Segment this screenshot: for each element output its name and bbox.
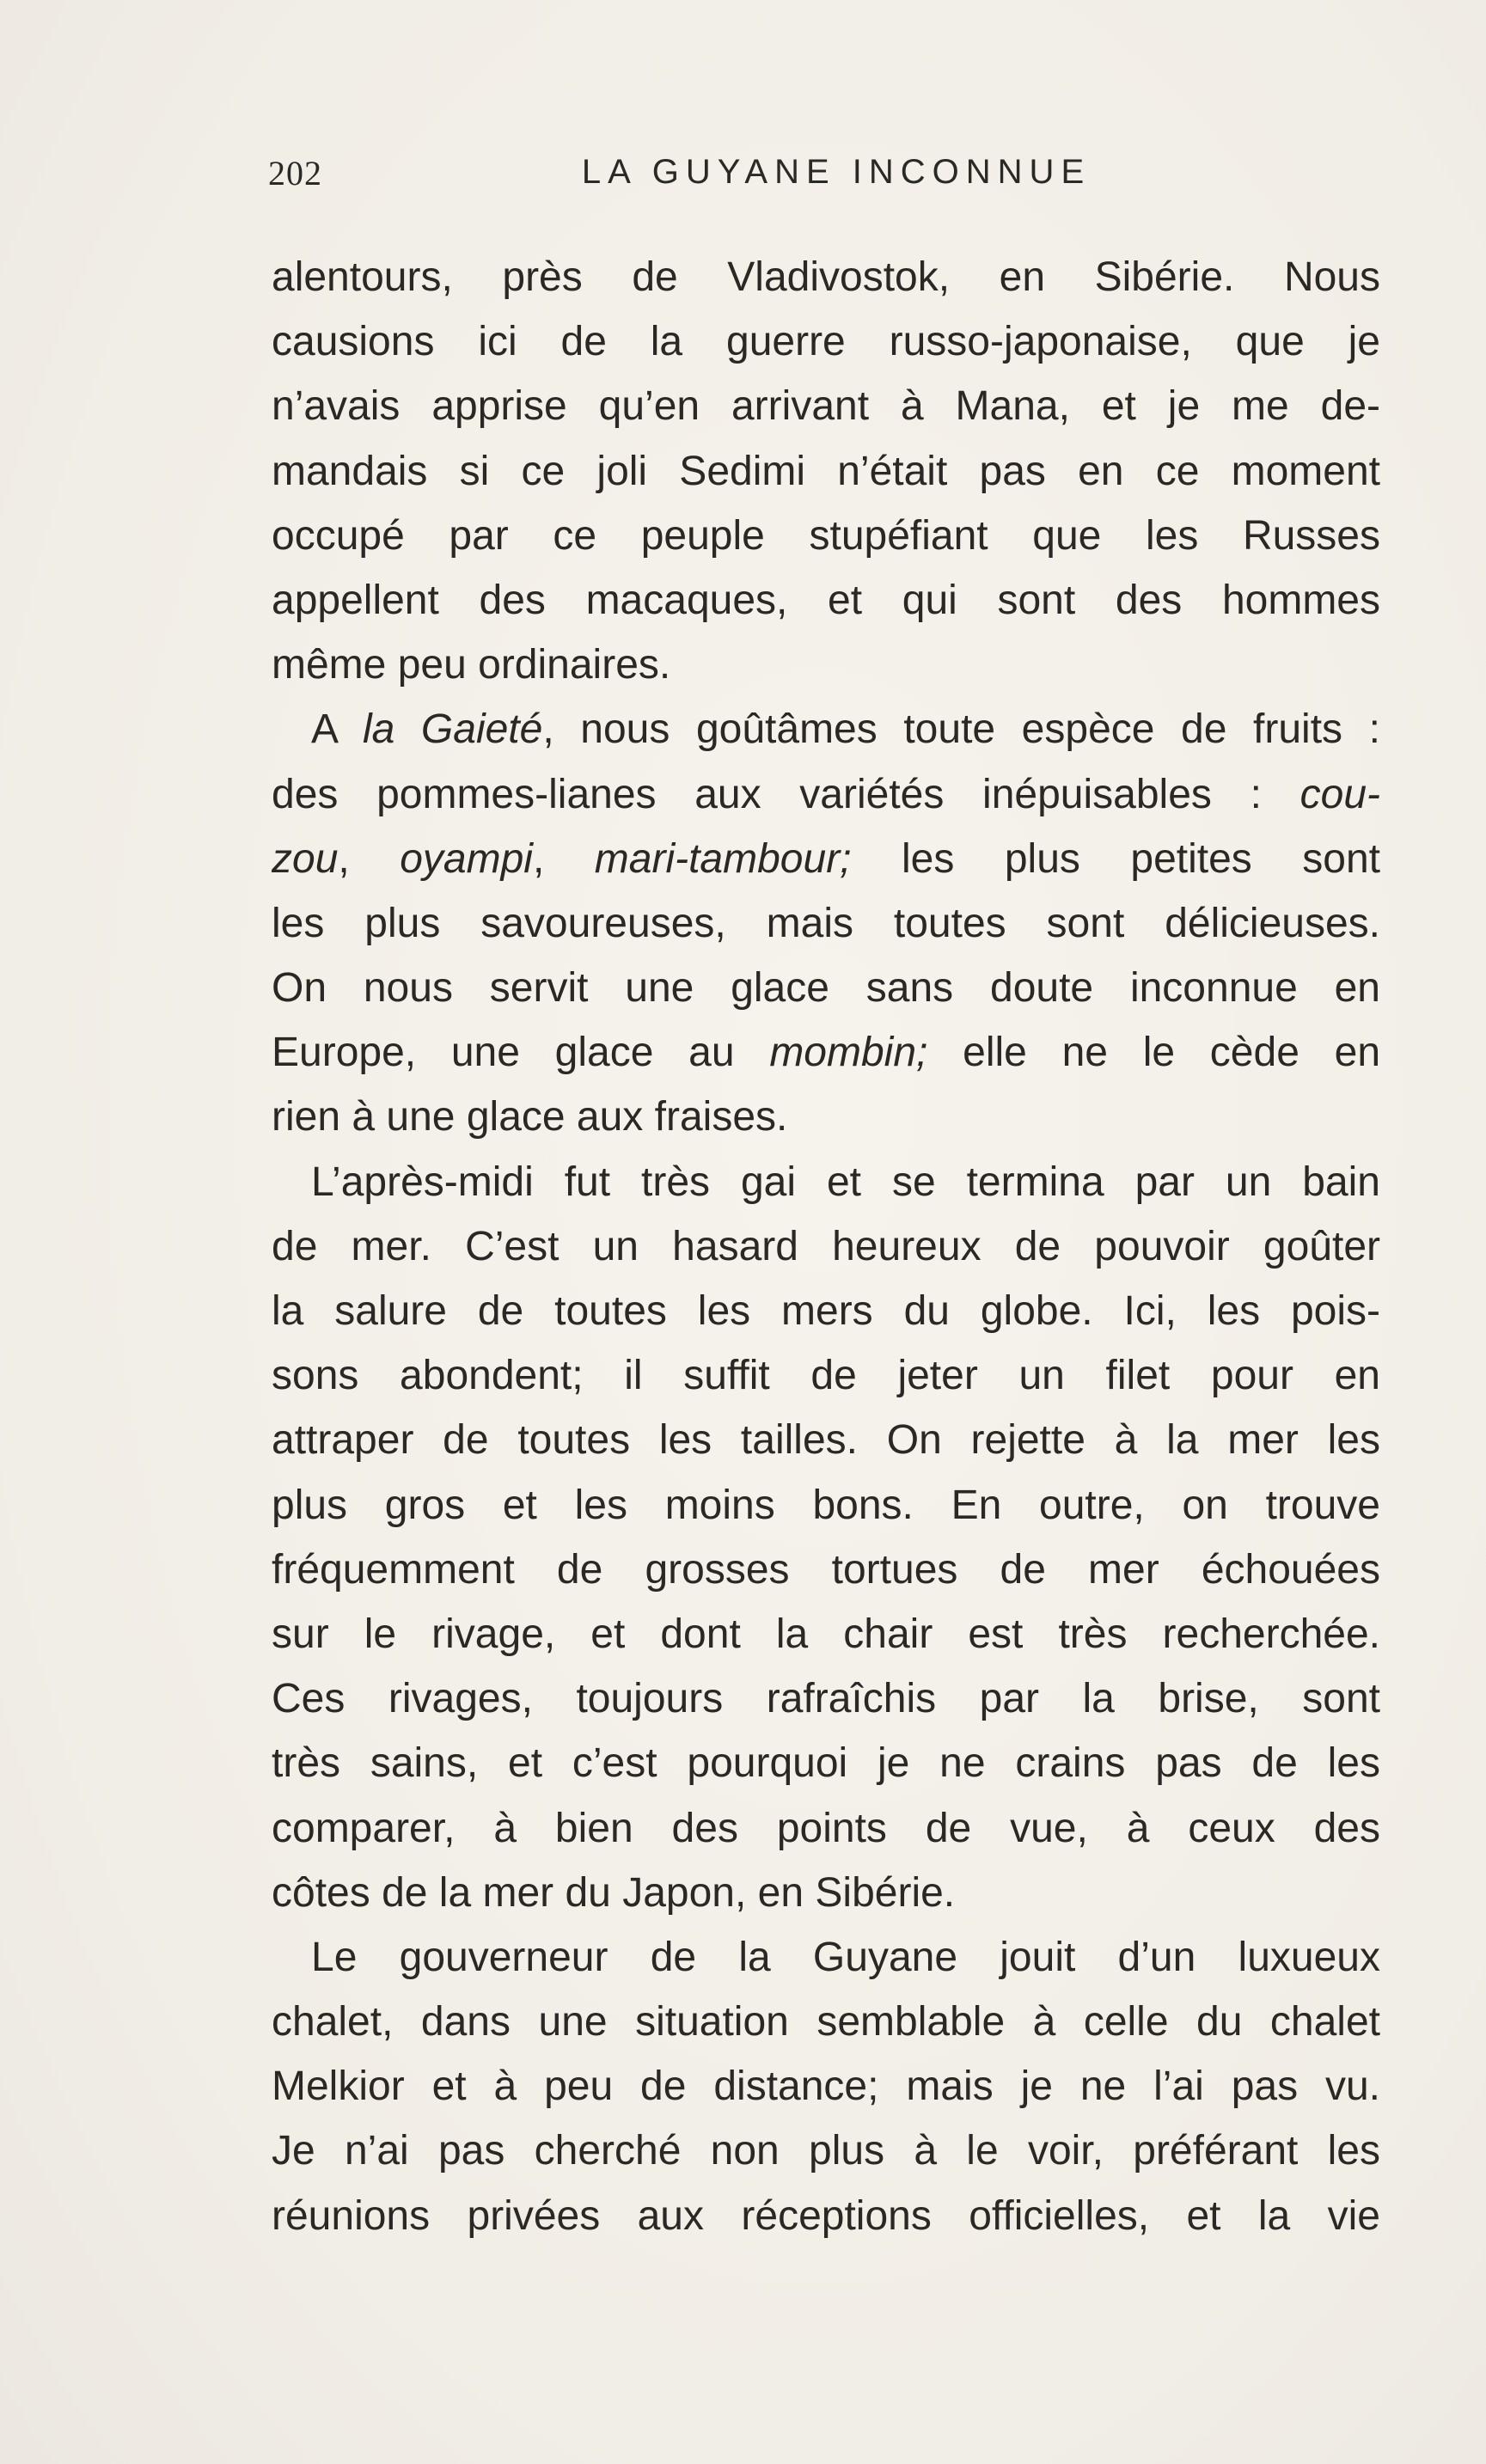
text-line: attraper de toutes les tailles. On rejette à la mer les [272, 1417, 1380, 1464]
text-line: réunions privées aux réceptions officielles, et la vie [272, 2192, 1380, 2239]
body-text [272, 245, 1380, 2248]
text-line: les plus savoureuses, mais toutes sont délicieuses. [272, 900, 1380, 946]
italic-text: la Gaieté [362, 706, 543, 753]
text-segment: des pommes-lianes aux variétés inépuisables : [272, 771, 1262, 817]
text-line: Le gouverneur de la Guyane jouit d’un luxueux [311, 1934, 1380, 1980]
text-line [272, 827, 1380, 891]
text-segment: Europe, une glace au [272, 1030, 735, 1076]
text-line [272, 1020, 1380, 1085]
text-line: alentours, près de Vladivostok, en Sibérie. Nous [272, 254, 1380, 300]
text-line: rien à une glace aux fraises. [272, 1094, 788, 1140]
italic-text: mombin; [769, 1030, 928, 1076]
text-line: On nous servit une glace sans doute inconnue en [272, 965, 1380, 1012]
text-line: très sains, et c’est pourquoi je ne crains pas de les [272, 1740, 1380, 1787]
text-line: occupé par ce peuple stupéfiant que les Russes [272, 512, 1380, 559]
text-line: Melkior et à peu de distance; mais je ne l’ai pas vu. [272, 2064, 1380, 2110]
text-line: Ces rivages, toujours rafraîchis par la brise, sont [272, 1676, 1380, 1722]
text-line: causions ici de la guerre russo-japonaise, que je [272, 319, 1380, 365]
running-title: LA GUYANE INCONNUE [581, 153, 1092, 191]
text-line: chalet, dans une situation semblable à celle du chalet [272, 1999, 1380, 2045]
text-line: sur le rivage, et dont la chair est très recherchée. [272, 1611, 1380, 1657]
text-segment: , nous goûtâmes toute espèce de fruits : [542, 706, 1380, 753]
text-line: la salure de toutes les mers du globe. Ici, les pois- [272, 1288, 1380, 1334]
running-head [268, 153, 1379, 205]
text-line: même peu ordinaires. [272, 642, 671, 688]
text-line: plus gros et les moins bons. En outre, on trouve [272, 1482, 1380, 1528]
text-line: sons abondent; il suffit de jeter un filet pour en [272, 1353, 1380, 1399]
text-segment: , [532, 835, 545, 882]
text-line: Je n’ai pas cherché non plus à le voir, préférant les [272, 2128, 1380, 2174]
text-line: appellent des macaques, et qui sont des hommes [272, 577, 1380, 623]
text-line: n’avais apprise qu’en arrivant à Mana, et je me de- [272, 383, 1380, 430]
text-line: mandais si ce joli Sedimi n’était pas en ce moment [272, 448, 1380, 494]
text-line: L’après-midi fut très gai et se termina par un bain [311, 1159, 1380, 1205]
text-segment: , [338, 835, 350, 882]
text-line: de mer. C’est un hasard heureux de pouvoir goûter [272, 1223, 1380, 1269]
text-segment: les plus petites sont [902, 835, 1380, 882]
italic-text: oyampi [400, 835, 533, 882]
text-line [272, 697, 1380, 761]
italic-text: cou- [1299, 771, 1380, 817]
italic-text: mari-tambour; [594, 835, 852, 882]
text-segment: elle ne le cède en [963, 1030, 1380, 1076]
italic-text: zou [272, 835, 339, 882]
page-number: 202 [268, 154, 322, 193]
text-line [272, 762, 1380, 827]
text-line: fréquemment de grosses tortues de mer échouées [272, 1546, 1380, 1593]
text-line: côtes de la mer du Japon, en Sibérie. [272, 1869, 956, 1916]
text-line: comparer, à bien des points de vue, à ceux des [272, 1805, 1380, 1851]
text-segment: A [311, 706, 337, 753]
